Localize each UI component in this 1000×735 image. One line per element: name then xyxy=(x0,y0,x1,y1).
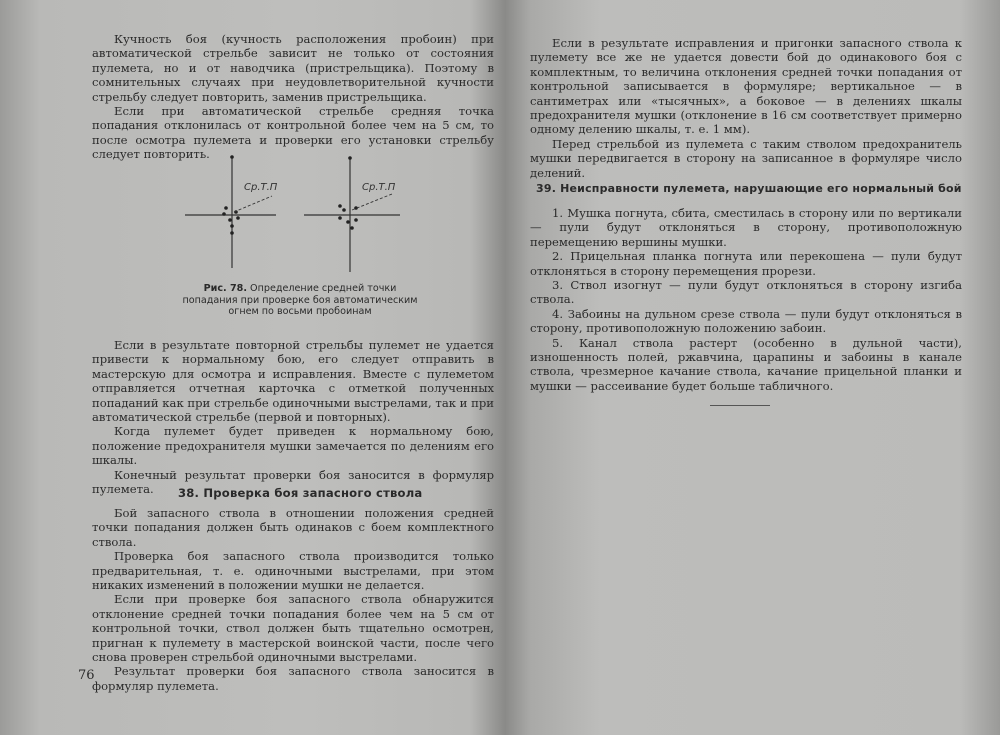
hit-point xyxy=(228,218,232,222)
hit-point xyxy=(342,208,346,212)
list-item: 2. Прицельная планка погнута или перекошена — пули будут отклоняться в сторону перемещения прорези. xyxy=(530,249,962,278)
list-item: 5. Канал ствола растерт (особенно в дульной части), изношенность полей, ржавчина, царапины и забоины в канале ствола, чрезмерное качание ствола, качание прицельной планки и мушки — рассеивание будет больше табличного. xyxy=(530,335,962,393)
paragraph: Конечный результат проверки боя заносится в формуляр пулемета. xyxy=(92,467,494,497)
figure-caption xyxy=(176,283,424,318)
hit-point xyxy=(338,204,342,208)
right-top-text xyxy=(530,36,962,180)
figure-number: Рис. 78. xyxy=(203,283,247,294)
list-item: 4. Забоины на дульном срезе ствола — пули будут отклоняться в сторону, противоположную положению забоин. xyxy=(530,306,962,336)
hit-point xyxy=(350,226,354,230)
left-middle-text xyxy=(92,338,494,496)
paragraph: Кучность боя (кучность расположения пробоин) при автоматической стрельбе зависит не только от состояния пулемета, но и от наводчика (пристрельщика). Поэтому в сомнительных случаях при неудовлетворительной кучности стрельбу следует повторить, заменив пристрельщика. xyxy=(92,32,494,104)
paragraph: Бой запасного ствола в отношении положения средней точки попадания должен быть одинаков с боем комплектного ствола. xyxy=(92,506,494,549)
section-heading-39: 39. Неисправности пулемета, нарушающие его нормальный бой xyxy=(536,182,962,195)
hit-point xyxy=(222,212,226,216)
hit-point xyxy=(224,206,228,210)
figure-78 xyxy=(180,148,420,278)
hit-point xyxy=(230,155,234,159)
target-left xyxy=(185,155,278,268)
leader-line-left xyxy=(234,196,272,212)
paragraph: Проверка боя запасного ствола производится только предварительная, т. е. одиночными выстрелами, при этом никаких изменений в положении мушки не делается. xyxy=(92,549,494,593)
paragraph: Когда пулемет будет приведен к нормальному бою, положение предохранителя мушки замечается по делениям его шкалы. xyxy=(92,424,494,468)
paragraph: Если в результате исправления и пригонки запасного ствола к пулемету все же не удается довести бой до одинакового боя с комплектным, то величина отклонения средней точки попадания от контрольной записывается в формуляре; вертикальное — в сантиметрах или «тысячных», а боковое — в делениях шкалы предохранителя мушки (отклонение в 16 см соответствует примерно одному делению шкалы, т. е. 1 мм). xyxy=(530,36,962,137)
list-item: 3. Ствол изогнут — пули будут отклоняться в сторону изгиба ствола. xyxy=(530,278,962,307)
right-page xyxy=(512,0,1000,735)
paragraph: Перед стрельбой из пулемета с таким стволом предохранитель мушки передвигается в сторону на записанное в формуляре число делений. xyxy=(530,136,962,180)
hit-point xyxy=(230,224,234,228)
hit-point xyxy=(230,231,234,235)
leader-line-right xyxy=(352,194,392,210)
figure-caption-text: Определение средней точки попадания при проверке боя автоматическим огнем по восьми пробоинам xyxy=(182,283,418,318)
paragraph: Если при автоматической стрельбе средняя точка попадания отклонилась от контрольной более чем на 5 см, то после осмотра пулемета и проверки его установки стрельбу следует повторить. xyxy=(92,104,494,162)
left-top-text xyxy=(92,32,494,162)
label-right: Ср.Т.П xyxy=(362,182,396,193)
list-item: 1. Мушка погнута, сбита, сместилась в сторону или по вертикали — пули будут отклоняться в сторону, противоположную перемещению вершины мушки. xyxy=(530,206,962,249)
section-heading-38: 38. Проверка боя запасного ствола xyxy=(178,486,423,500)
paragraph: Если при проверке боя запасного ствола обнаружится отклонение средней точки попадания более чем на 5 см от контрольной точки, ствол должен быть тщательно осмотрен, пригнан к пулемету в мастерской воинской части, после чего снова проверен стрельбой одиночными выстрелами. xyxy=(92,592,494,665)
defects-list xyxy=(530,206,962,393)
target-right xyxy=(304,156,400,272)
section-divider xyxy=(710,405,770,406)
hit-point xyxy=(346,220,350,224)
hit-point xyxy=(236,216,240,220)
hit-point xyxy=(354,218,358,222)
label-left: Ср.Т.П xyxy=(244,182,278,193)
left-bottom-text xyxy=(92,506,494,693)
hit-point xyxy=(348,156,352,160)
paragraph: Результат проверки боя запасного ствола заносится в формуляр пулемета. xyxy=(92,664,494,693)
hit-point xyxy=(338,216,342,220)
paragraph: Если в результате повторной стрельбы пулемет не удается привести к нормальному бою, его следует отправить в мастерскую для осмотра и исправления. Вместе с пулеметом отправляется отчетная карточка с отметкой полученных попаданий как при стрельбе одиночными выстрелами, так и при автоматической стрельбе (первой и повторных). xyxy=(92,338,494,425)
page-number: 76 xyxy=(78,668,95,683)
